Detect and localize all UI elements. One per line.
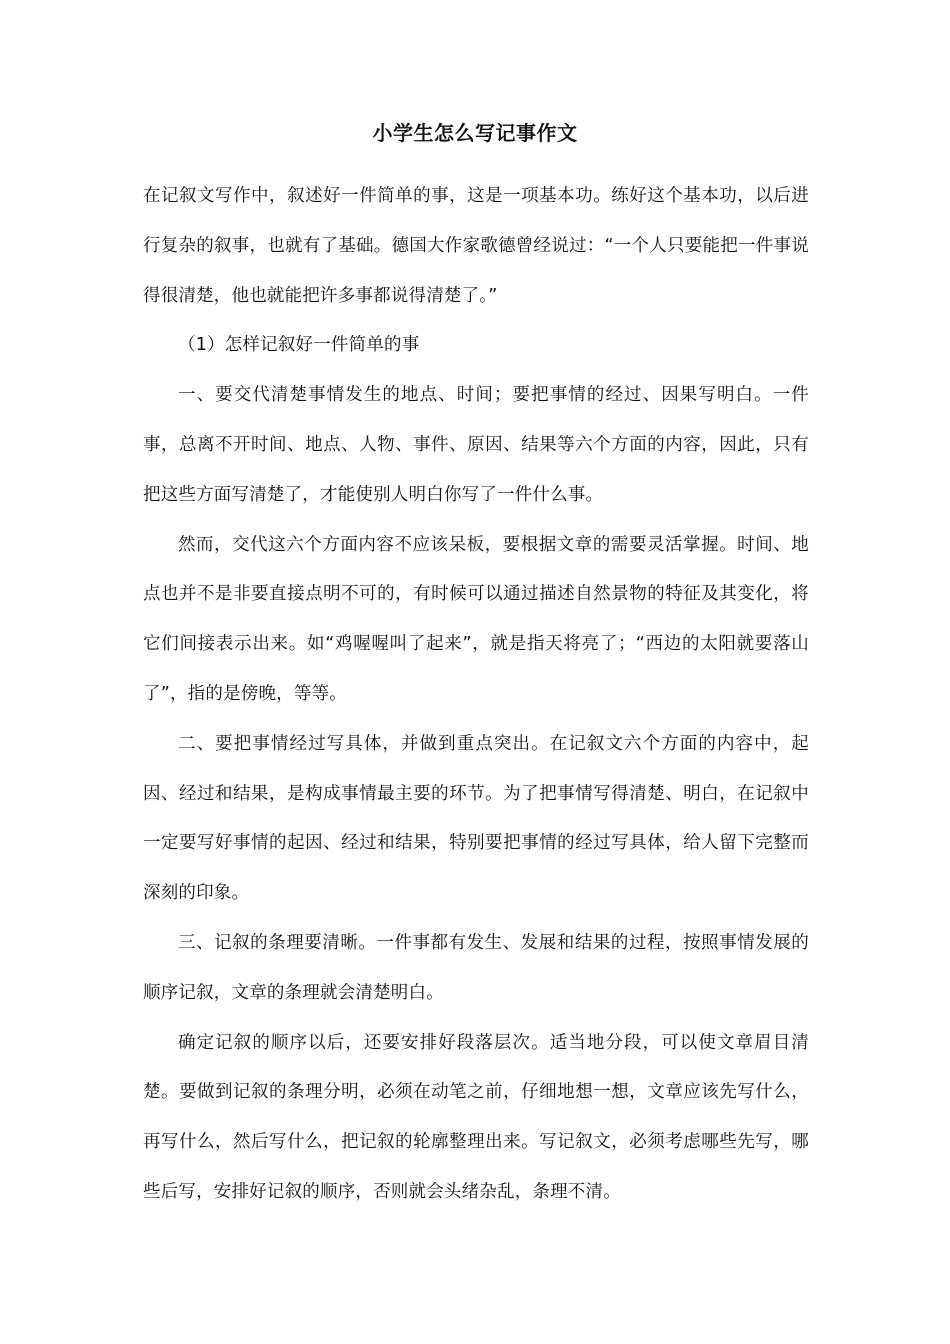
section-heading: （1）怎样记叙好一件简单的事 [178, 335, 420, 356]
document-title: 小学生怎么写记事作文 [372, 121, 578, 145]
paragraph-structure: 确定记叙的顺序以后，还要安排好段落层次。适当地分段，可以使文章眉目清楚。要做到记叙的条理分明，必须在动笔之前，仔细地想一想，文章应该先写什么，再写什么，然后写什么，把记叙的轮廓整理出来。写记叙文，必须考虑哪些先写，哪些后写，安排好记叙的顺序，否则就会头绪杂乱，条理不清。 [143, 1032, 809, 1202]
paragraph-flexibility: 然而，交代这六个方面内容不应该呆板，要根据文章的需要灵活掌握。时间、地点也并不是非要直接点明不可的，有时候可以通过描述自然景物的特征及其变化，将它们间接表示出来。如“鸡喔喔叫了起来”，就是指天将亮了；“西边的太阳就要落山了”，指的是傍晚，等等。 [143, 534, 809, 704]
paragraph-point-two: 二、要把事情经过写具体，并做到重点突出。在记叙文六个方面的内容中，起因、经过和结果，是构成事情最主要的环节。为了把事情写得清楚、明白，在记叙中一定要写好事情的起因、经过和结果，特别要把事情的经过写具体，给人留下完整而深刻的印象。 [143, 733, 809, 904]
paragraph-intro: 在记叙文写作中，叙述好一件简单的事，这是一项基本功。练好这个基本功，以后进行复杂的叙事，也就有了基础。德国大作家歌德曾经说过：“一个人只要能把一件事说得很清楚，他也就能把许多事都说得清楚了。” [143, 186, 809, 306]
paragraph-point-three: 三、记叙的条理要清晰。一件事都有发生、发展和结果的过程，按照事情发展的顺序记叙，文章的条理就会清楚明白。 [143, 932, 809, 1003]
document-body [143, 172, 809, 1218]
paragraph-point-one: 一、要交代清楚事情发生的地点、时间；要把事情的经过、因果写明白。一件事，总离不开时间、地点、人物、事件、原因、结果等六个方面的内容，因此，只有把这些方面写清楚了，才能使别人明白你写了一件什么事。 [143, 385, 809, 505]
